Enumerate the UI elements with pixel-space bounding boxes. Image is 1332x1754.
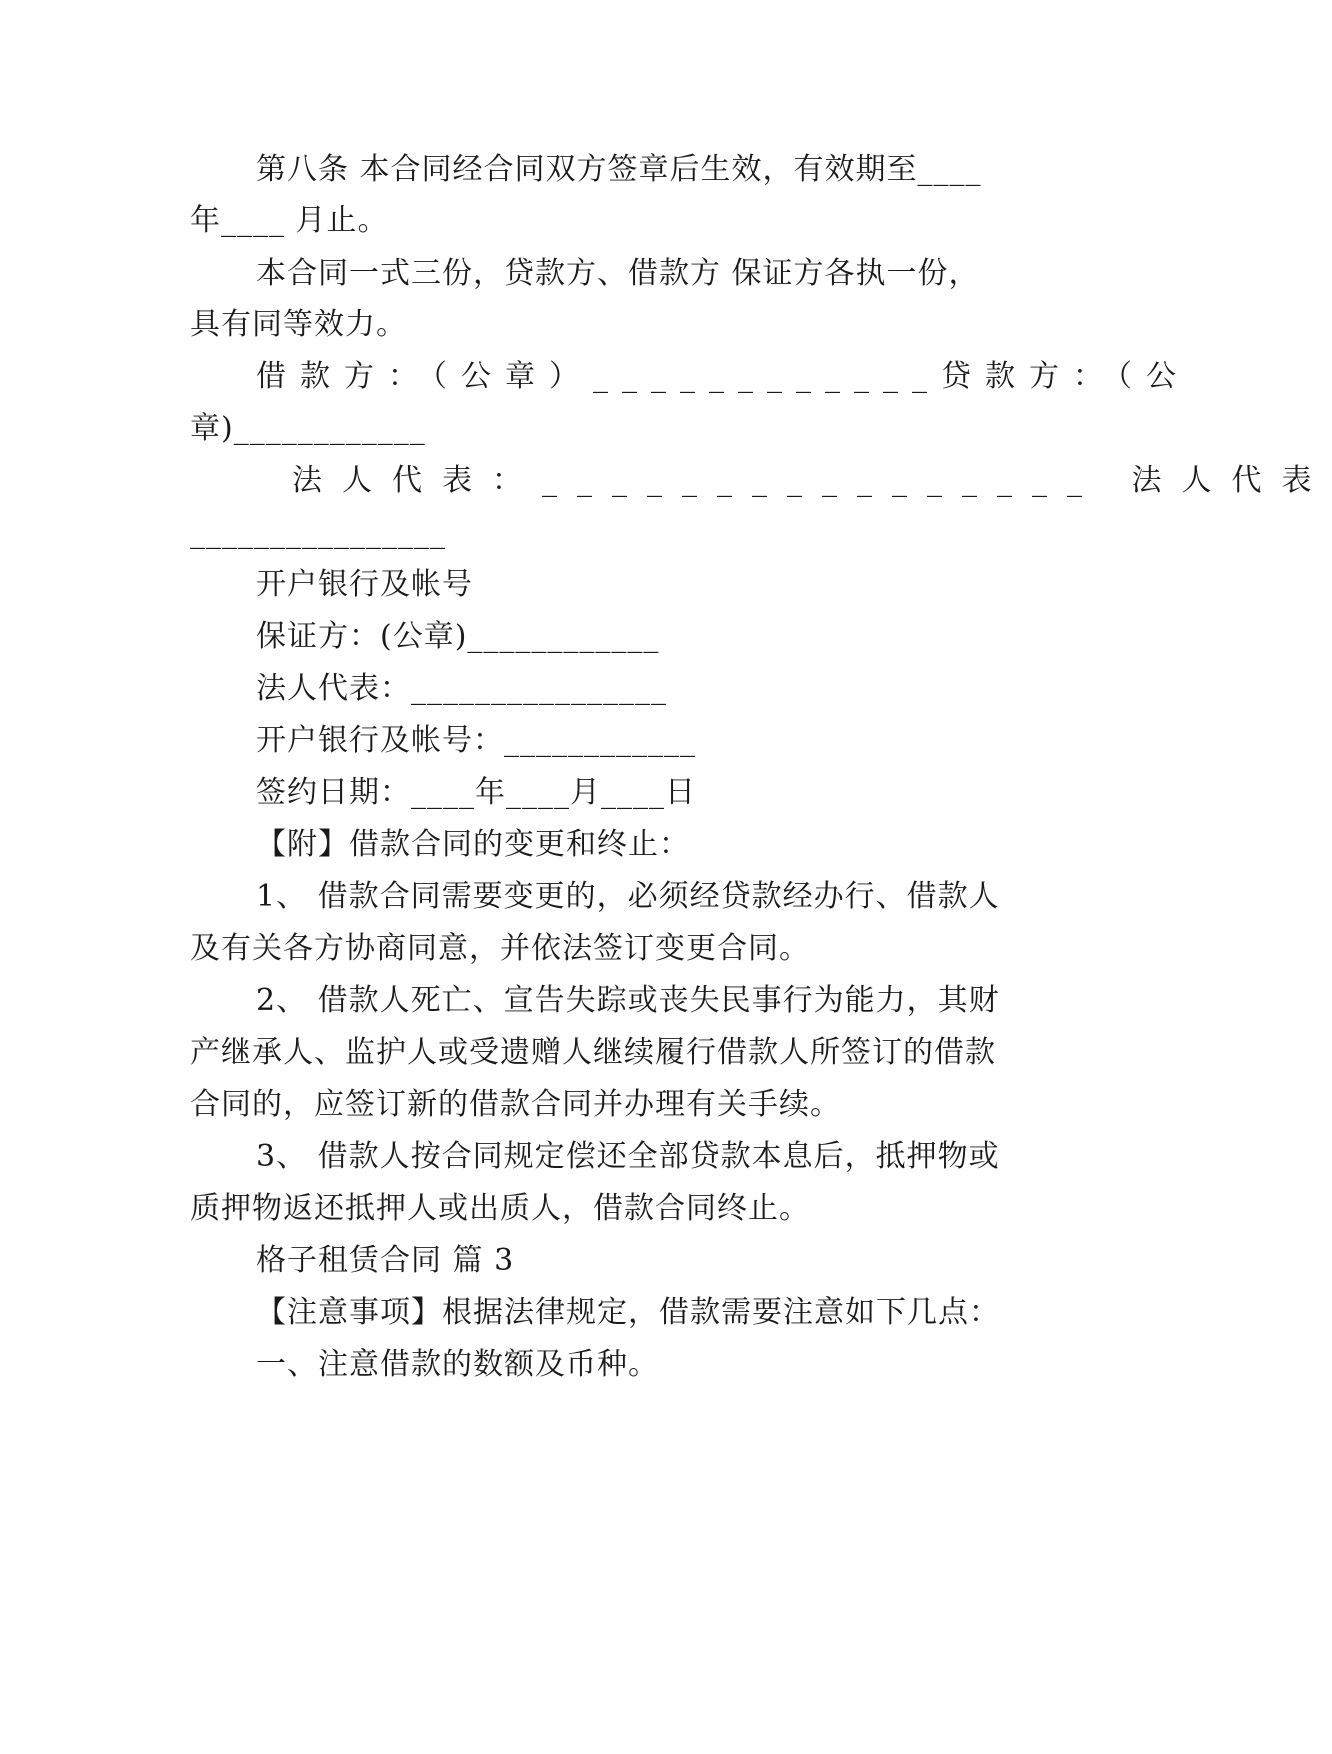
appendix-item-2-line-1: 2、 借款人死亡、宣告失踪或丧失民事行为能力，其财 bbox=[256, 983, 1000, 1018]
signature-borrower-lender-line-2: 章)____________ bbox=[190, 411, 426, 446]
clause-8-line-2: 年____ 月止。 bbox=[190, 203, 389, 238]
copies-line-1: 本合同一式三份，贷款方、借款方 保证方各执一份， bbox=[256, 256, 980, 291]
guarantor-legal-representative-line: 法人代表：________________ bbox=[256, 671, 667, 706]
clause-8-line-1: 第八条 本合同经合同双方签章后生效，有效期至____ bbox=[256, 152, 982, 187]
signing-date-line: 签约日期：____年____月____日 bbox=[256, 775, 696, 810]
appendix-heading: 【附】借款合同的变更和终止： bbox=[256, 827, 690, 862]
appendix-item-3-line-2: 质押物返还抵押人或出质人，借款合同终止。 bbox=[190, 1191, 810, 1226]
notes-item-1: 一、注意借款的数额及币种。 bbox=[256, 1347, 659, 1382]
section-title: 格子租赁合同 篇 3 bbox=[256, 1243, 515, 1278]
signature-borrower-lender-line-1: 借款方：（公章）____________贷款方：（公 bbox=[256, 359, 1190, 394]
bank-account-label: 开户银行及帐号 bbox=[256, 567, 473, 602]
notes-heading: 【注意事项】根据法律规定，借款需要注意如下几点： bbox=[256, 1295, 1000, 1330]
appendix-item-1-line-1: 1、 借款合同需要变更的，必须经贷款经办行、借款人 bbox=[256, 879, 1000, 914]
guarantor-seal-line: 保证方：(公章)____________ bbox=[256, 619, 660, 654]
appendix-item-1-line-2: 及有关各方协商同意，并依法签订变更合同。 bbox=[190, 931, 810, 966]
appendix-item-2-line-2: 产继承人、监护人或受遗赠人继续履行借款人所签订的借款 bbox=[190, 1035, 996, 1070]
guarantor-bank-account-line: 开户银行及帐号：____________ bbox=[256, 723, 696, 758]
legal-representative-line-1: 法人代表：________________ 法人代表 bbox=[292, 463, 1332, 498]
appendix-item-3-line-1: 3、 借款人按合同规定偿还全部贷款本息后，抵押物或 bbox=[256, 1139, 1000, 1174]
appendix-item-2-line-3: 合同的，应签订新的借款合同并办理有关手续。 bbox=[190, 1087, 841, 1122]
legal-representative-line-2: ________________ bbox=[190, 515, 446, 550]
copies-line-2: 具有同等效力。 bbox=[190, 307, 407, 342]
